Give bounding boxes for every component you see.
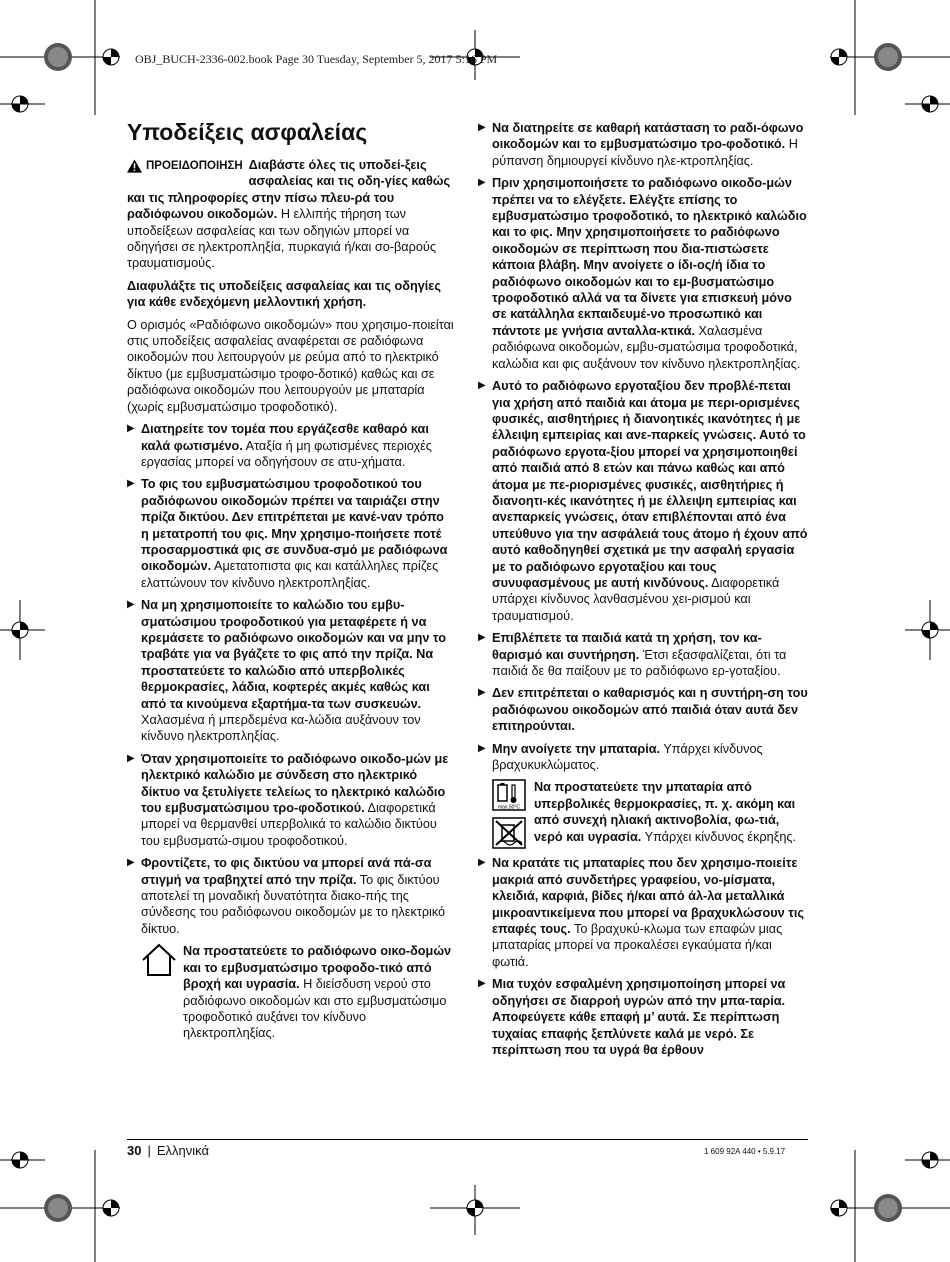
battery-temperature-icon [492,779,526,811]
bullet-text: Αταξία ή μη φωτισμένες περιοχές εργασίας μπορεί να οδηγήσουν σε ατυ-χήματα. [141,438,432,469]
list-item [478,976,808,1058]
battery-note-text: Υπάρχει κίνδυνος έκρηξης. [641,829,797,844]
list-item [478,378,808,624]
bullet-text: Χαλασμένα ή μπερδεμένα κα-λώδια αυξάνουν τον κίνδυνο ηλεκτροπληξίας. [141,713,421,744]
list-item [478,685,808,734]
battery-note-body [534,779,808,845]
indoor-note-bold: Να προστατεύετε το ραδιόφωνο οικο-δομών και το εμβυσματώσιμο τροφοδο-τικό από βροχή και υγρασία. [183,944,452,992]
list-item [478,741,808,774]
battery-note-icons [492,779,526,849]
list-item [127,421,454,470]
bullet-bold: Επιβλέπετε τα παιδιά κατά τη χρήση, τον κα-θαρισμό και συντήρηση. [492,631,762,662]
bullet-bold: Να κρατάτε τις μπαταρίες που δεν χρησιμο-ποιείτε μακριά από συνδετήρες γραφείου, νο-μίσματα, κλειδιά, καρφιά, βίδες ή/και από άλ-λα μεταλλικά μικροαντικείμενα που μπορεί να βραχυκλώσουν τις επαφές τους. [492,856,804,937]
bullet-text: Έτσι εξασφαλίζεται, ότι τα παιδιά δε θα παίξουν με το ραδιόφωνο ερ-γοταξίου. [492,647,787,678]
bullet-text: Η ρύπανση δημιουργεί κίνδυνο ηλε-κτροπληξίας. [492,137,798,168]
bullet-arrow-icon: ▶ [127,857,135,869]
bullet-bold: Μην ανοίγετε την μπαταρία. [492,741,661,756]
left-column [127,118,454,1048]
battery-note-bold: Να προστατεύετε την μπαταρία από υπερβολικές θερμοκρασίες, π. χ. ακόμη και από συνεχή ηλιακή ακτινοβολία, φω-τιά, νερό και υγρασία. [534,780,796,844]
list-item [127,751,454,849]
bullet-arrow-icon: ▶ [478,632,486,644]
bullet-arrow-icon: ▶ [478,978,486,990]
bullet-text: Το βραχυκύ-κλωμα των επαφών μιας μπαταρίας μπορεί να προκαλέσει εγκαύματα ή/και φωτιά. [492,922,783,969]
right-column [478,120,808,1064]
bullet-bold: Να διατηρείτε σε καθαρή κατάσταση το ραδι-όφωνο οικοδομών και το εμβυσματώσιμο τρο-φοδοτικό. [492,121,804,152]
bullet-arrow-icon: ▶ [478,177,486,189]
warning-icon [127,159,142,173]
bullet-bold: Δεν επιτρέπεται ο καθαρισμός και η συντήρη-ση του ραδιόφωνου οικοδομών από παιδιά όταν αυτά δεν επιτηρούνται. [492,686,808,734]
keep-note-text: Διαφυλάξτε τις υποδείξεις ασφαλείας και τις οδηγίες για κάθε ενδεχόμενη μελλοντική χρήση. [127,278,441,310]
warning-paragraph [127,157,454,272]
bullet-text: Αμετατοπιστα φις και κατάλληλες πρίζες ελαττώνουν τον κίνδυνο ηλεκτροπληξίας. [141,559,439,590]
no-water-icon [492,817,526,849]
page-number: 30 [127,1143,142,1158]
warning-bold: Διαβάστε όλες τις υποδεί-ξεις ασφαλείας και τις οδη-γίες καθώς και τις πληροφορίες στην πίσω πλευ-ρά του ραδιόφωνου οικοδομών. [127,158,451,222]
bullet-text: Διαφορετικά μπορεί να θερμανθεί υπερβολικά το καλώδιο δικτύου του εμβυσματώ-σιμου τροφοδοτικού. [141,801,437,848]
print-header: OBJ_BUCH-2336-002.book Page 30 Tuesday, September 5, 2017 5:16 PM [135,52,498,66]
list-item [478,175,808,372]
bullet-bold: Φροντίζετε, το φις δικτύου να μπορεί ανά πά-σα στιγμή να τραβηχτεί από την πρίζα. [141,856,432,887]
list-item [127,597,454,745]
battery-note [478,779,808,849]
footer-code: 1 609 92A 440 • 5.9.17 [704,1147,786,1156]
bullet-arrow-icon: ▶ [127,478,135,490]
bullet-bold: Πριν χρησιμοποιήσετε το ραδιόφωνο οικοδο-μών πρέπει να το ελέγξετε. Ελέγξτε επίσης το εμβυσματώσιμο τροφοδοτικό, το ηλεκτρικό καλώδιο και το φις. Μην χρησιμοποιήσετε το ραδιόφωνο οικοδομών σε περίπτωση που δια-πιστώσετε κάποια βλάβη. Μην ανοίγετε ο ίδι-ος/ή ίδια το ραδιόφωνο οικοδομών και το εμ-βυσματώσιμο τροφοδοτικό αλλά να τα δίνετε για επισκευή μόνο σε κατάλληλα εκπαιδευμέ-νο προσωπικό και πάντοτε με γνήσια ανταλλα-κτικά. [492,176,807,338]
bullet-text: Διαφορετικά υπάρχει κίνδυνος λανθασμένου χει-ρισμού και τραυματισμού. [492,575,780,623]
keep-note [127,278,454,311]
bullet-arrow-icon: ▶ [127,423,135,435]
warning-text: Η ελλιπής τήρηση των υποδείξεων ασφαλείας και των οδηγιών μπορεί να οδηγήσει σε ηλεκτροπληξία, πυρκαγιά ή/και σο-βαρούς τραυματισμούς. [127,207,436,271]
footer-language: Ελληνικά [156,1143,210,1158]
bullet-arrow-icon: ▶ [478,857,486,869]
bullet-arrow-icon: ▶ [478,380,486,392]
warning-label-text: ΠΡΟΕΙΔΟΠΟΙΗΣΗ [146,160,243,172]
bullet-bold: Να μη χρησιμοποιείτε το καλώδιο του εμβυ-σματώσιμου τροφοδοτικού για μεταφέρετε ή να κρεμάσετε το ραδιόφωνο οικοδομών και να μην το τραβάτε για να βγάζετε το φις από την πρίζα. Να προστατεύετε το καλώδιο από υπερβολικές θερμοκρασίες, λάδια, κοφτερές ακμές καθώς και από τα κινούμενα εξαρτήμα-τα των συσκευών. [141,598,446,711]
indoor-note-body [183,943,454,1041]
footer-page-info [127,1143,209,1158]
list-item [127,476,454,591]
bullet-bold: Όταν χρησιμοποιείτε το ραδιόφωνο οικοδο-μών με ηλεκτρικό καλώδιο με σύνδεση στο ηλεκτρικό δίκτυο να ξετυλίγετε τελείως το ηλεκτρικό καλώδιο του εμβυσματώσιμου τρο-φοδοτικού. [141,751,449,816]
bullet-bold: Αυτό το ραδιόφωνο εργοταξίου δεν προβλέ-πεται για χρήση από παιδιά και άτομα με περι-ορισμένες φυσικές, αισθητήριες ή διανοητικές ικανότητες ή με έλλειψη εμπειρίας και ανε-παρκείς γνώσεις. Αυτό το ραδιόφωνο εργοτα-ξίου μπορεί να χρησιμοποιηθεί από παιδιά από 8 ετών και πάνω καθώς και από άτομα με πε-ριορισμένες φυσικές, αισθητήριες ή διανοητι-κές ικανότητες ή με έλλειψη εμπειρίας και ανεπαρκείς γνώσεις, όταν επιβλέπονται από ένα υπεύθυνο για την ασφάλειά τους άτομο ή έχουν από αυτό καθοδηγηθεί σχετικά με την ασφαλή εργασία με το ραδιόφωνο εργοταξίου και τους συνυφασμένους με αυτή κινδύνους. [492,379,808,590]
indoor-note [127,943,454,1041]
list-item [478,855,808,970]
definition-paragraph: Ο ορισμός «Ραδιόφωνο οικοδομών» που χρησιμο-ποιείται στις υποδείξεις ασφαλείας αναφέρεται σε ραδιόφωνα οικοδομών που λειτουργούν με ρεύμα από το ηλεκτρικό δίκτυο (με εμβυσματώσιμο τροφο-δοτικό) καθώς και σε ραδιόφωνα οικοδομών που λειτουργούν με μπαταρία (χωρίς εμβυσματώσιμο τροφοδοτικό). [127,317,454,414]
list-item [478,120,808,169]
bullet-arrow-icon: ▶ [127,599,135,611]
list-item [478,630,808,679]
bullet-text: Το φις δικτύου αποτελεί τη μοναδική δυνατότητα διακο-πής της σύνδεσης του ραδιόφωνου οικοδομών με το ηλεκτρικό δίκτυο. [141,872,446,936]
bullet-text: Υπάρχει κίνδυνος βραχυκυκλώματος. [492,741,763,773]
page-title: Υποδείξεις ασφαλείας [127,119,368,145]
battery-temp-label: max.50°C [497,804,521,811]
bullet-text: Χαλασμένα ραδιόφωνα οικοδομών, εμβυ-σματώσιμα τροφοδοτικά, καλώδια και φις αυξάνουν τον κίνδυνο ηλεκτροπληξίας. [492,323,801,371]
bullet-arrow-icon: ▶ [478,742,486,754]
bullet-bold: Διατηρείτε τον τομέα που εργάζεσθε καθαρό και καλά φωτισμένο. [141,422,429,453]
house-icon [141,943,177,977]
bullet-arrow-icon: ▶ [127,752,135,764]
indoor-note-text: Η διείσδυση νερού στο ραδιόφωνο οικοδομών και στο εμβυσματώσιμο τροφοδοτικό αυξάνει τον κίνδυνο ηλεκτροπληξίας. [183,977,447,1041]
bullet-bold: Μια τυχόν εσφαλμένη χρησιμοποίηση μπορεί να οδηγήσει σε διαρροή υγρών από την μπα-ταρία. Αποφεύγετε κάθε επαφή μ’ αυτά. Σε περίπτωση τυχαίας επαφής ξεπλύνετε καλά με νερό. Σε περίπτωση που τα υγρά θα έρθουν [492,977,786,1057]
footer-divider [127,1139,808,1140]
list-item [127,855,454,937]
footer-separator: | [147,1143,151,1158]
warning-label [127,158,243,174]
bullet-bold: Το φις του εμβυσματώσιμου τροφοδοτικού του ραδιόφωνου οικοδομών πρέπει να ταιριάζει στην πρίζα δικτύου. Δεν επιτρέπεται με κανέ-ναν τρόπο η μετατροπή του φις. Μην χρησιμο-ποιήσετε ποτέ προσαρμοστικά φις σε συνδυα-σμό με ραδιόφωνα οικοδομών. [141,477,448,574]
bullet-arrow-icon: ▶ [478,122,486,133]
bullet-arrow-icon: ▶ [478,687,486,699]
